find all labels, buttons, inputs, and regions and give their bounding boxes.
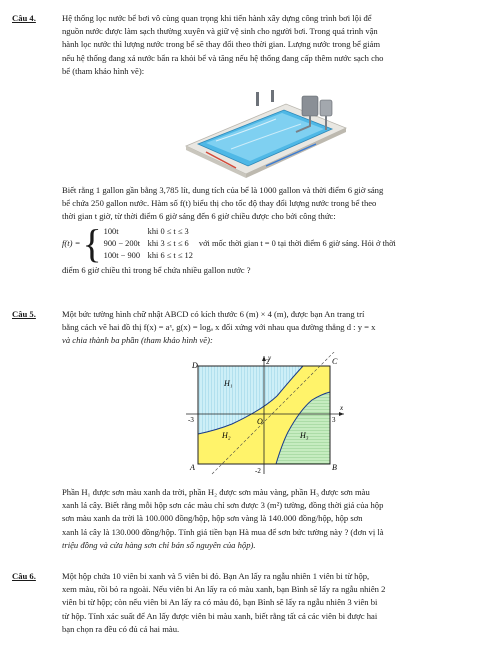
label-y: y [268, 354, 272, 362]
function-lhs: f(t) = [62, 238, 81, 248]
q4-question-end: điểm 6 giờ chiều thì trong bể chứa nhiều gallon nước ? [62, 264, 251, 275]
q6-line: từ hộp. Tính xác suất để An lấy được viên bi màu xanh, biết rằng tất cả các viên bi được hai [62, 610, 378, 621]
q6-line: Một hộp chứa 10 viên bi xanh và 5 viên bi đỏ. Bạn An lấy ra ngẫu nhiên 1 viên bi từ hộp, [62, 571, 370, 581]
question-5-label: Câu 5. [12, 309, 36, 319]
question-5-body [12, 486, 472, 552]
q4-intro-line: nguồn nước được làm sạch thường xuyên và giữ vệ sinh cho người bơi. Trong quá trình vận [62, 26, 378, 37]
q5-after-line: xanh lá cây. Biết rằng mỗi hộp sơn các màu chỉ sơn được 3 (m²) tường, đồng thời giá của hộp [62, 500, 384, 511]
q4-intro-line: bể (tham khảo hình vẽ): [62, 65, 145, 76]
question-4-label: Câu 4. [12, 13, 36, 23]
q6-line: xem màu, rồi bỏ ra ngoài. Nếu viên bi An lấy ra có màu xanh, bạn Bình sẽ lấy ra ngẫu nhiên 2 [62, 584, 386, 595]
pool-filtration-illustration [176, 86, 350, 180]
label-H1: H₁ [224, 379, 233, 388]
tick-right: 3 [332, 416, 336, 424]
tick-left: -3 [188, 416, 194, 424]
case-row: 900 − 200t khi 3 ≤ t ≤ 6 [103, 238, 189, 248]
label-A: A [190, 463, 195, 472]
piecewise-function [62, 220, 472, 266]
question-6 [12, 570, 472, 636]
question-4 [12, 12, 472, 78]
q4-intro-line: nếu hệ thống đang xả nước bẩn ra khỏi bể và tăng nếu hệ thống đang cấp thêm nước sạch cho [62, 52, 384, 63]
tick-top: 2 [266, 358, 270, 366]
q4-body-line: bể chứa 250 gallon nước. Hàm số f(t) biểu thị cho tốc độ thay đổi lượng nước trong bể theo [62, 198, 377, 209]
question-5 [12, 308, 472, 348]
label-H3: H₃ [300, 431, 309, 440]
wall-figure [172, 352, 352, 480]
function-tail: với mốc thời gian t = 0 tại thời điểm 6 giờ sáng. Hỏi ở thời [198, 239, 396, 248]
q6-line: viên bi từ hộp; còn nếu viên bi An lấy ra có màu đỏ, bạn Bình sẽ lấy ra ngẫu nhiên 3 viên bi [62, 597, 378, 608]
question-4-body [12, 184, 472, 277]
tick-bottom: -2 [255, 467, 261, 475]
q5-after-line: Phần H₁ được sơn màu xanh da trời, phần H₂ được sơn màu vàng, phần H₃ được sơn màu [62, 487, 370, 497]
label-D: D [192, 361, 198, 370]
case-row: 100t khi 0 ≤ t ≤ 3 [103, 226, 189, 236]
label-B: B [332, 463, 337, 472]
label-C: C [332, 357, 338, 366]
q5-after-line: sơn màu xanh da trời là 100.000 đồng/hộp, hộp sơn vàng là 140.000 đồng/hộp, hộp sơn [62, 513, 363, 524]
label-x: x [340, 404, 344, 412]
q5-line: bằng cách vẽ hai đồ thị f(x) = aˣ, g(x) = logₐ x đối xứng với nhau qua đường thẳng d : y = x [62, 322, 376, 333]
q5-line: và chia thành ba phần (tham khảo hình vẽ): [62, 335, 213, 346]
case-row: 100t − 900 khi 6 ≤ t ≤ 12 [103, 250, 193, 260]
label-H2: H₂ [222, 431, 231, 440]
q4-intro-line: hành lọc nước thì lượng nước trong bể sẽ thay đổi theo thời gian. Lượng nước trong bể giảm [62, 39, 381, 50]
question-6-label: Câu 6. [12, 571, 36, 581]
q6-line: bạn chọn ra đều có đủ cả hai màu. [62, 623, 180, 634]
q5-after-line: xanh lá cây là 130.000 đồng/hộp. Tính giá tiền bạn Hà mua để sơn bức tường này ? (đơn vị là [62, 526, 384, 537]
brace-symbol: { [82, 220, 102, 266]
q5-line: Một bức tường hình chữ nhật ABCD có kích thước 6 (m) × 4 (m), được bạn An trang trí [62, 309, 365, 319]
q4-body-line: thời gian t giờ, từ thời điểm 6 giờ sáng đến 6 giờ chiều được cho bởi công thức: [62, 211, 336, 222]
q4-body-line: Biết rằng 1 gallon gần bằng 3,785 lít, dung tích của bể là 1000 gallon và thời điểm 6 giờ sáng [62, 185, 384, 195]
label-O: O [257, 417, 263, 426]
q5-after-line: triệu đồng và cửa hàng sơn chỉ bán số nguyên của hộp). [62, 539, 256, 550]
q4-intro-line: Hệ thống lọc nước bể bơi vô cùng quan trọng khi tiến hành xây dựng công trình bơi lội để [62, 13, 372, 23]
